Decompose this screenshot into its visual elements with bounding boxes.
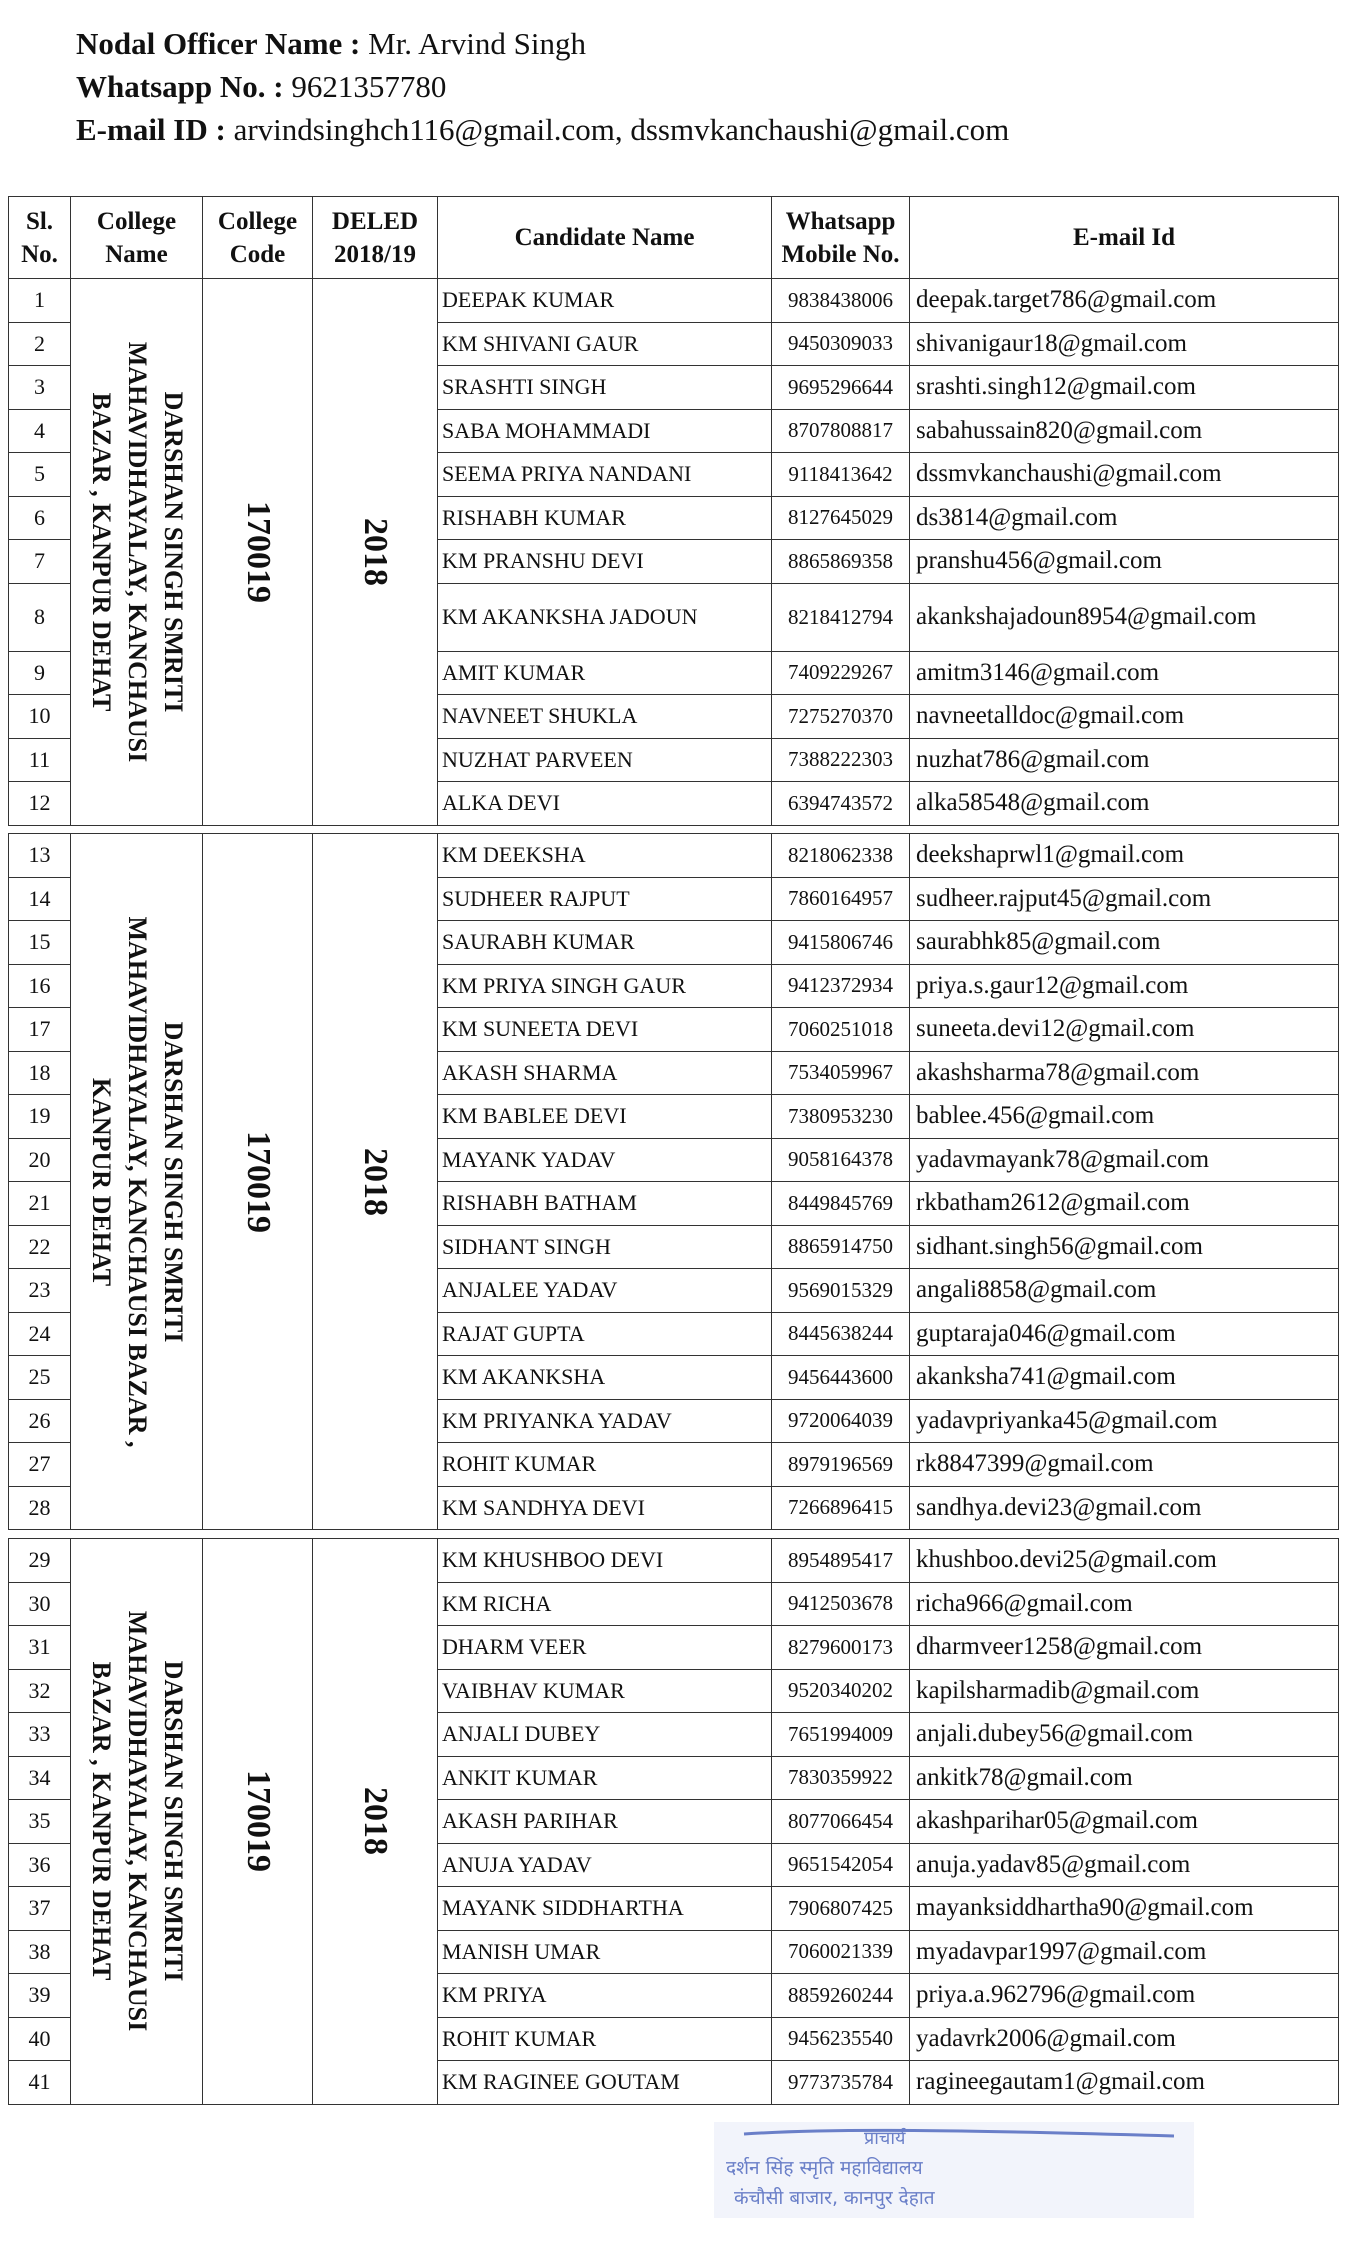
whatsapp-mobile: 8979196569: [772, 1443, 910, 1487]
email-id: srashti.singh12@gmail.com: [910, 366, 1339, 410]
serial-number: 37: [9, 1887, 71, 1931]
email-id: sandhya.devi23@gmail.com: [910, 1486, 1339, 1530]
email-id: dharmveer1258@gmail.com: [910, 1626, 1339, 1670]
whatsapp-line: [76, 65, 1009, 108]
col-college-code-line2: Code: [229, 240, 286, 268]
college-code-cell: [203, 279, 313, 826]
email-id: sidhant.singh56@gmail.com: [910, 1225, 1339, 1269]
email-id: richa966@gmail.com: [910, 1582, 1339, 1626]
whatsapp-mobile: 7409229267: [772, 651, 910, 695]
whatsapp-mobile: 9450309033: [772, 322, 910, 366]
candidate-name: DEEPAK KUMAR: [438, 279, 772, 323]
deled-year-cell: [313, 1539, 438, 2105]
serial-number: 26: [9, 1399, 71, 1443]
candidate-name: ANJALI DUBEY: [438, 1713, 772, 1757]
email-id: mayanksiddhartha90@gmail.com: [910, 1887, 1339, 1931]
candidate-name: SABA MOHAMMADI: [438, 409, 772, 453]
serial-number: 31: [9, 1626, 71, 1670]
college-name-text: [83, 342, 191, 762]
candidate-name: MAYANK SIDDHARTHA: [438, 1887, 772, 1931]
serial-number: 23: [9, 1269, 71, 1313]
candidate-name: KM SANDHYA DEVI: [438, 1486, 772, 1530]
candidate-name: KM DEEKSHA: [438, 834, 772, 878]
email-id: anuja.yadav85@gmail.com: [910, 1843, 1339, 1887]
deled-year: 2018: [357, 1147, 394, 1216]
candidate-name: ANKIT KUMAR: [438, 1756, 772, 1800]
officer-name-line: [76, 22, 1009, 65]
whatsapp-mobile: 8279600173: [772, 1626, 910, 1670]
candidate-name: KM RAGINEE GOUTAM: [438, 2061, 772, 2105]
email-id: anjali.dubey56@gmail.com: [910, 1713, 1339, 1757]
serial-number: 36: [9, 1843, 71, 1887]
whatsapp-mobile: 8218412794: [772, 583, 910, 651]
whatsapp-mobile: 9412503678: [772, 1582, 910, 1626]
college-name-line: DARSHAN SINGH SMRITI: [158, 1021, 188, 1342]
candidate-name: AMIT KUMAR: [438, 651, 772, 695]
whatsapp-value: 9621357780: [291, 69, 447, 104]
candidate-name: ANUJA YADAV: [438, 1843, 772, 1887]
whatsapp-mobile: 9118413642: [772, 453, 910, 497]
candidate-name: SAURABH KUMAR: [438, 921, 772, 965]
serial-number: 38: [9, 1930, 71, 1974]
whatsapp-mobile: 7266896415: [772, 1486, 910, 1530]
candidate-name: NUZHAT PARVEEN: [438, 738, 772, 782]
col-sl-no-line1: Sl.: [25, 207, 54, 235]
serial-number: 27: [9, 1443, 71, 1487]
whatsapp-mobile: 7388222303: [772, 738, 910, 782]
deled-year: 2018: [357, 1787, 394, 1856]
candidate-name: SRASHTI SINGH: [438, 366, 772, 410]
serial-number: 3: [9, 366, 71, 410]
candidate-name: KM PRIYANKA YADAV: [438, 1399, 772, 1443]
whatsapp-mobile: 9651542054: [772, 1843, 910, 1887]
college-name-line: KANPUR DEHAT: [86, 1077, 116, 1286]
whatsapp-mobile: 7060021339: [772, 1930, 910, 1974]
col-college-code-line1: College: [217, 207, 298, 235]
candidate-name: RAJAT GUPTA: [438, 1312, 772, 1356]
email-id: saurabhk85@gmail.com: [910, 921, 1339, 965]
stamp-graphic: [714, 2122, 1194, 2218]
email-id: shivanigaur18@gmail.com: [910, 322, 1339, 366]
college-name-cell: [71, 834, 203, 1530]
serial-number: 32: [9, 1669, 71, 1713]
email-id: sabahussain820@gmail.com: [910, 409, 1339, 453]
email-id: guptaraja046@gmail.com: [910, 1312, 1339, 1356]
serial-number: 10: [9, 695, 71, 739]
email-id: khushboo.devi25@gmail.com: [910, 1539, 1339, 1583]
stamp-line2: दर्शन सिंह स्मृति महाविद्यालय: [726, 2157, 923, 2179]
email-line: [76, 108, 1009, 151]
college-code: 170019: [239, 1130, 277, 1233]
candidate-name: RISHABH BATHAM: [438, 1182, 772, 1226]
candidate-name: MAYANK YADAV: [438, 1138, 772, 1182]
serial-number: 2: [9, 322, 71, 366]
candidate-name: RISHABH KUMAR: [438, 496, 772, 540]
candidate-name: KM PRANSHU DEVI: [438, 540, 772, 584]
serial-number: 11: [9, 738, 71, 782]
whatsapp-mobile: 9569015329: [772, 1269, 910, 1313]
whatsapp-label: Whatsapp No. :: [76, 69, 284, 104]
whatsapp-mobile: 7060251018: [772, 1008, 910, 1052]
email-id: navneetalldoc@gmail.com: [910, 695, 1339, 739]
whatsapp-mobile: 9456235540: [772, 2017, 910, 2061]
email-id: kapilsharmadib@gmail.com: [910, 1669, 1339, 1713]
serial-number: 16: [9, 964, 71, 1008]
principal-stamp: [714, 2122, 1194, 2218]
deled-year: 2018: [357, 517, 394, 586]
serial-number: 4: [9, 409, 71, 453]
email-id: ds3814@gmail.com: [910, 496, 1339, 540]
serial-number: 14: [9, 877, 71, 921]
candidate-name: KM KHUSHBOO DEVI: [438, 1539, 772, 1583]
email-id: sudheer.rajput45@gmail.com: [910, 877, 1339, 921]
serial-number: 7: [9, 540, 71, 584]
serial-number: 29: [9, 1539, 71, 1583]
college-name-line: BAZAR , KANPUR DEHAT: [86, 392, 116, 712]
college-code: 170019: [239, 500, 277, 603]
email-id: ragineegautam1@gmail.com: [910, 2061, 1339, 2105]
candidate-name: ANJALEE YADAV: [438, 1269, 772, 1313]
col-college-name-line1: College: [96, 207, 177, 235]
col-college-name: [71, 197, 203, 279]
serial-number: 1: [9, 279, 71, 323]
col-sl-no: [9, 197, 71, 279]
serial-number: 20: [9, 1138, 71, 1182]
whatsapp-mobile: 7275270370: [772, 695, 910, 739]
email-id: yadavrk2006@gmail.com: [910, 2017, 1339, 2061]
officer-name-label: Nodal Officer Name :: [76, 26, 361, 61]
email-id: myadavpar1997@gmail.com: [910, 1930, 1339, 1974]
email-id: akanksha741@gmail.com: [910, 1356, 1339, 1400]
email-id: priya.a.962796@gmail.com: [910, 1974, 1339, 2018]
serial-number: 5: [9, 453, 71, 497]
whatsapp-mobile: 9058164378: [772, 1138, 910, 1182]
email-id: rk8847399@gmail.com: [910, 1443, 1339, 1487]
email-label: E-mail ID :: [76, 112, 226, 147]
college-name-line: DARSHAN SINGH SMRITI: [158, 1660, 188, 1982]
college-name-text: [83, 916, 191, 1447]
college-group-table: [8, 278, 1339, 826]
college-group-table: [8, 833, 1339, 1530]
candidate-name: KM PRIYA SINGH GAUR: [438, 964, 772, 1008]
col-deled-line1: DELED: [331, 207, 419, 235]
col-deled: [313, 197, 438, 279]
serial-number: 25: [9, 1356, 71, 1400]
candidate-name: NAVNEET SHUKLA: [438, 695, 772, 739]
candidate-name: KM RICHA: [438, 1582, 772, 1626]
email-id: nuzhat786@gmail.com: [910, 738, 1339, 782]
serial-number: 13: [9, 834, 71, 878]
candidate-name: KM AKANKSHA: [438, 1356, 772, 1400]
whatsapp-mobile: 8077066454: [772, 1800, 910, 1844]
whatsapp-mobile: 7830359922: [772, 1756, 910, 1800]
table-row: [9, 834, 1339, 878]
email-id: deekshaprwl1@gmail.com: [910, 834, 1339, 878]
col-whatsapp-mobile-line1: Whatsapp: [785, 207, 896, 235]
serial-number: 15: [9, 921, 71, 965]
column-header-row: [9, 197, 1339, 279]
whatsapp-mobile: 8865914750: [772, 1225, 910, 1269]
email-id: akashparihar05@gmail.com: [910, 1800, 1339, 1844]
email-id: ankitk78@gmail.com: [910, 1756, 1339, 1800]
candidate-name: AKASH PARIHAR: [438, 1800, 772, 1844]
col-email-id: E-mail Id: [910, 197, 1339, 279]
serial-number: 33: [9, 1713, 71, 1757]
stamp-line3: कंचौसी बाजार, कानपुर देहात: [734, 2187, 935, 2209]
college-name-cell: [71, 1539, 203, 2105]
candidate-name: AKASH SHARMA: [438, 1051, 772, 1095]
candidate-name: KM SUNEETA DEVI: [438, 1008, 772, 1052]
email-id: yadavpriyanka45@gmail.com: [910, 1399, 1339, 1443]
email-id: rkbatham2612@gmail.com: [910, 1182, 1339, 1226]
candidate-name: ROHIT KUMAR: [438, 2017, 772, 2061]
serial-number: 39: [9, 1974, 71, 2018]
candidate-name: KM SHIVANI GAUR: [438, 322, 772, 366]
email-id: pranshu456@gmail.com: [910, 540, 1339, 584]
deled-year-cell: [313, 279, 438, 826]
whatsapp-mobile: 8445638244: [772, 1312, 910, 1356]
table-row: [9, 279, 1339, 323]
serial-number: 28: [9, 1486, 71, 1530]
candidate-name: SUDHEER RAJPUT: [438, 877, 772, 921]
candidate-name: VAIBHAV KUMAR: [438, 1669, 772, 1713]
whatsapp-mobile: 7534059967: [772, 1051, 910, 1095]
whatsapp-mobile: 8865869358: [772, 540, 910, 584]
college-code: 170019: [239, 1770, 277, 1873]
whatsapp-mobile: 8707808817: [772, 409, 910, 453]
serial-number: 12: [9, 782, 71, 826]
col-whatsapp-mobile: [772, 197, 910, 279]
col-deled-line2: 2018/19: [334, 240, 416, 268]
email-value: arvindsinghch116@gmail.com, dssmvkanchaushi@gmail.com: [233, 112, 1010, 147]
whatsapp-mobile: 9838438006: [772, 279, 910, 323]
whatsapp-mobile: 6394743572: [772, 782, 910, 826]
candidate-name: ALKA DEVI: [438, 782, 772, 826]
candidate-name: DHARM VEER: [438, 1626, 772, 1670]
col-college-name-line2: Name: [105, 240, 168, 268]
column-header-table: [8, 196, 1339, 279]
serial-number: 18: [9, 1051, 71, 1095]
email-id: akashsharma78@gmail.com: [910, 1051, 1339, 1095]
whatsapp-mobile: 8127645029: [772, 496, 910, 540]
stamp-line1: प्राचार्य: [864, 2128, 906, 2149]
col-sl-no-line2: No.: [21, 240, 58, 268]
whatsapp-mobile: 9412372934: [772, 964, 910, 1008]
email-id: alka58548@gmail.com: [910, 782, 1339, 826]
college-name-line: MAHAVIDHAYALAY, KANCHAUSI: [122, 341, 152, 762]
college-name-line: MAHAVIDHAYALAY, KANCHAUSI BAZAR ,: [122, 916, 152, 1447]
email-id: suneeta.devi12@gmail.com: [910, 1008, 1339, 1052]
serial-number: 30: [9, 1582, 71, 1626]
nodal-officer-header: [76, 22, 1009, 151]
whatsapp-mobile: 8859260244: [772, 1974, 910, 2018]
email-id: dssmvkanchaushi@gmail.com: [910, 453, 1339, 497]
serial-number: 8: [9, 583, 71, 651]
whatsapp-mobile: 9520340202: [772, 1669, 910, 1713]
email-id: yadavmayank78@gmail.com: [910, 1138, 1339, 1182]
college-name-line: MAHAVIDHAYALAY, KANCHAUSI: [122, 1611, 152, 2032]
whatsapp-mobile: 9415806746: [772, 921, 910, 965]
college-name-line: BAZAR , KANPUR DEHAT: [86, 1661, 116, 1981]
whatsapp-mobile: 9456443600: [772, 1356, 910, 1400]
deled-year-cell: [313, 834, 438, 1530]
serial-number: 24: [9, 1312, 71, 1356]
whatsapp-mobile: 7651994009: [772, 1713, 910, 1757]
candidate-name: MANISH UMAR: [438, 1930, 772, 1974]
whatsapp-mobile: 7906807425: [772, 1887, 910, 1931]
candidate-name: KM PRIYA: [438, 1974, 772, 2018]
candidate-name: SIDHANT SINGH: [438, 1225, 772, 1269]
serial-number: 9: [9, 651, 71, 695]
col-whatsapp-mobile-line2: Mobile No.: [781, 240, 900, 268]
whatsapp-mobile: 7860164957: [772, 877, 910, 921]
whatsapp-mobile: 8954895417: [772, 1539, 910, 1583]
candidate-name: KM AKANKSHA JADOUN: [438, 583, 772, 651]
col-candidate-name: Candidate Name: [438, 197, 772, 279]
table-row: [9, 1539, 1339, 1583]
whatsapp-mobile: 9773735784: [772, 2061, 910, 2105]
candidate-name: ROHIT KUMAR: [438, 1443, 772, 1487]
candidate-name: KM BABLEE DEVI: [438, 1095, 772, 1139]
serial-number: 21: [9, 1182, 71, 1226]
email-id: angali8858@gmail.com: [910, 1269, 1339, 1313]
serial-number: 41: [9, 2061, 71, 2105]
college-code-cell: [203, 834, 313, 1530]
col-college-code: [203, 197, 313, 279]
college-name-line: DARSHAN SINGH SMRITI: [158, 391, 188, 713]
candidate-name: SEEMA PRIYA NANDANI: [438, 453, 772, 497]
whatsapp-mobile: 8218062338: [772, 834, 910, 878]
whatsapp-mobile: 8449845769: [772, 1182, 910, 1226]
serial-number: 22: [9, 1225, 71, 1269]
serial-number: 6: [9, 496, 71, 540]
serial-number: 19: [9, 1095, 71, 1139]
email-id: bablee.456@gmail.com: [910, 1095, 1339, 1139]
whatsapp-mobile: 7380953230: [772, 1095, 910, 1139]
serial-number: 35: [9, 1800, 71, 1844]
email-id: akankshajadoun8954@gmail.com: [910, 583, 1339, 651]
college-code-cell: [203, 1539, 313, 2105]
college-name-text: [83, 1611, 191, 2031]
serial-number: 17: [9, 1008, 71, 1052]
email-id: priya.s.gaur12@gmail.com: [910, 964, 1339, 1008]
email-id: deepak.target786@gmail.com: [910, 279, 1339, 323]
whatsapp-mobile: 9695296644: [772, 366, 910, 410]
email-id: amitm3146@gmail.com: [910, 651, 1339, 695]
serial-number: 34: [9, 1756, 71, 1800]
whatsapp-mobile: 9720064039: [772, 1399, 910, 1443]
serial-number: 40: [9, 2017, 71, 2061]
college-name-cell: [71, 279, 203, 826]
college-group-table: [8, 1538, 1339, 2105]
officer-name-value: Mr. Arvind Singh: [368, 26, 587, 61]
